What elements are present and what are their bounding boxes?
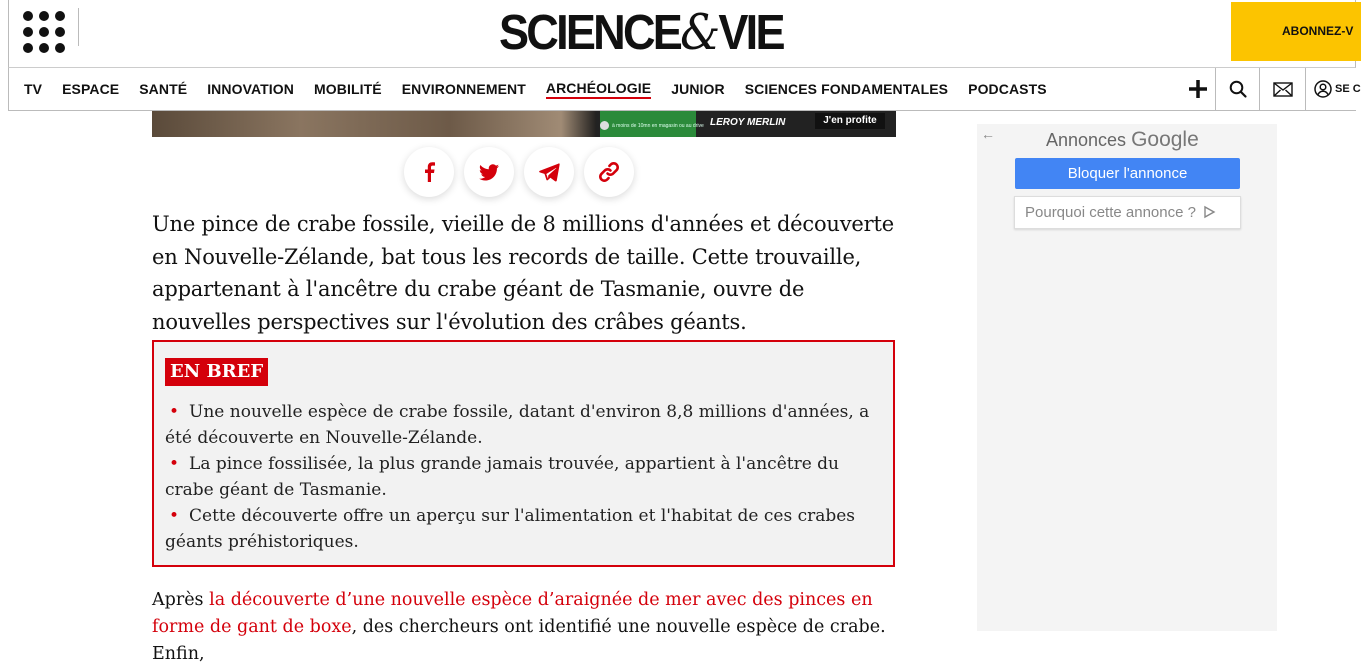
newsletter-mail-icon[interactable]: [1259, 68, 1305, 110]
account-label: SE C: [1335, 83, 1361, 95]
paragraph-text: , des chercheurs ont identifié une nouvelle espèce de crabe. Enfin,: [152, 617, 886, 664]
sidebar-ad: [977, 124, 1277, 631]
ad-brand: LEROY MERLIN: [710, 117, 786, 128]
article-paragraph: [152, 587, 896, 668]
nav-item-innovation[interactable]: INNOVATION: [207, 81, 294, 97]
twitter-icon: [479, 164, 499, 181]
share-telegram-button[interactable]: [524, 147, 574, 197]
article-lede: Une pince de crabe fossile, vieille de 8 millions d'années et découverte en Nouvelle-Zélande, bat tous les records de taille. Cette trouvaille, appartenant à l'ancêtre du crabe géant de Tasmanie, ouvre de nouvelles perspectives sur l'évolution des crâbes géants.: [152, 212, 894, 334]
ad-info-icon[interactable]: [600, 121, 609, 130]
ad-label: Annonces Google: [1046, 128, 1199, 151]
site-header: [8, 0, 1356, 68]
list-item: • Une nouvelle espèce de crabe fossile, datant d'environ 8,8 millions d'années, a été découverte en Nouvelle-Zélande.: [165, 399, 875, 451]
ad-small-text: à moins de 10mn en magasin ou au drive: [612, 123, 704, 129]
nav-item-environnement[interactable]: ENVIRONNEMENT: [401, 81, 526, 97]
nav-item-sciences-fondamentales[interactable]: SCIENCES FONDAMENTALES: [744, 81, 949, 97]
en-bref-title: EN BREF: [165, 358, 268, 386]
telegram-icon: [539, 163, 559, 181]
list-item: • La pince fossilisée, la plus grande jamais trouvée, appartient à l'ancêtre du crabe géant de Tasmanie.: [165, 451, 875, 503]
header-divider: [78, 8, 79, 46]
subscribe-button[interactable]: ABONNEZ-V: [1231, 2, 1361, 61]
share-facebook-button[interactable]: [404, 147, 454, 197]
back-arrow-icon[interactable]: ←: [981, 126, 995, 142]
more-plus-icon[interactable]: [1180, 68, 1216, 110]
nav-item-sante[interactable]: SANTÉ: [139, 81, 188, 97]
paragraph-text: Après: [152, 590, 210, 610]
nav-item-junior[interactable]: JUNIOR: [671, 81, 725, 97]
copy-link-button[interactable]: [584, 147, 634, 197]
facebook-icon: [423, 162, 435, 182]
list-item: • Cette découverte offre un aperçu sur l'alimentation et l'habitat de ces crabes géants préhistoriques.: [165, 503, 875, 555]
nav-item-mobilite[interactable]: MOBILITÉ: [314, 81, 382, 97]
en-bref-box: [152, 340, 895, 567]
adchoices-icon: [1203, 206, 1215, 218]
nav-item-tv[interactable]: TV: [24, 81, 43, 97]
menu-grid-icon[interactable]: [23, 11, 65, 53]
hero-image: [152, 111, 896, 137]
user-icon: [1314, 80, 1332, 98]
site-logo[interactable]: SCIENCE&VIE: [499, 4, 783, 61]
main-nav: [8, 68, 1361, 111]
block-ad-button[interactable]: Bloquer l'annonce: [1015, 158, 1240, 189]
nav-item-archeologie[interactable]: ARCHÉOLOGIE: [546, 80, 651, 99]
en-bref-list: [165, 399, 875, 555]
nav-item-espace[interactable]: ESPACE: [62, 81, 120, 97]
share-twitter-button[interactable]: [464, 147, 514, 197]
why-this-ad-button[interactable]: Pourquoi cette annonce ?: [1014, 196, 1241, 229]
hero-ad-banner[interactable]: [596, 111, 896, 137]
related-article-link[interactable]: la découverte d’une nouvelle espèce d’araignée de mer avec des pinces en forme de gant de boxe: [152, 590, 873, 637]
ad-cta-button[interactable]: J'en profite: [815, 113, 885, 129]
link-icon: [599, 162, 619, 182]
nav-item-podcasts[interactable]: PODCASTS: [968, 81, 1047, 97]
search-icon[interactable]: [1215, 68, 1259, 110]
account-button[interactable]: [1305, 68, 1361, 110]
